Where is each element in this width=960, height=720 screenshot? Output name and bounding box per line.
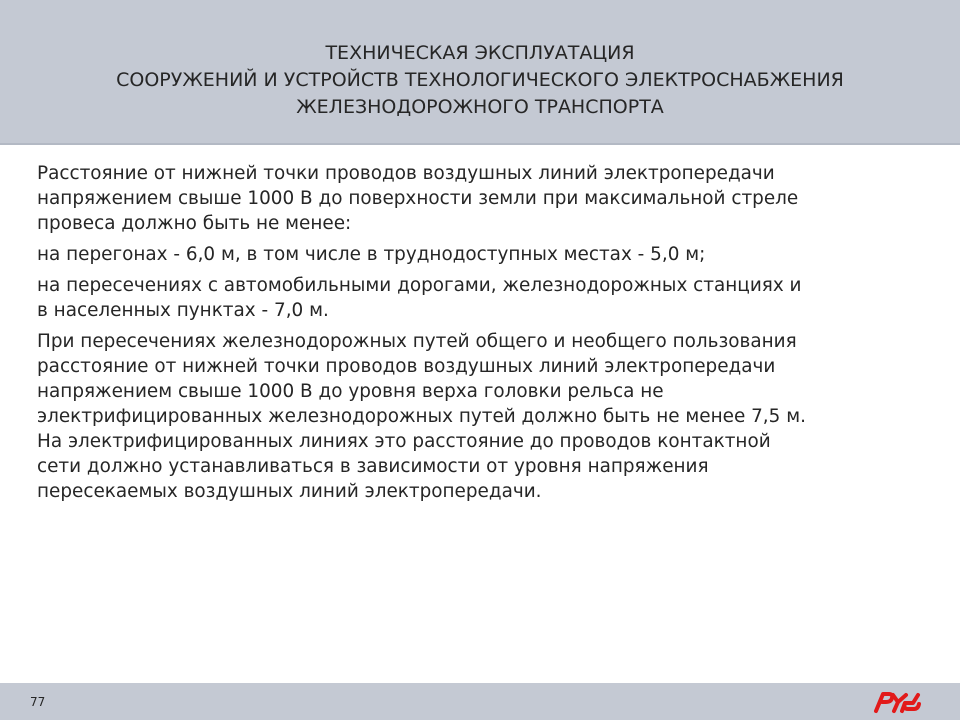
slide-header xyxy=(0,0,960,145)
text-line: расстояние от нижней точки проводов воздушных линий электропередачи xyxy=(37,356,776,377)
slide-footer xyxy=(0,683,960,720)
body-paragraph xyxy=(37,242,917,267)
body-paragraph xyxy=(37,161,917,236)
slide-title-line: ТЕХНИЧЕСКАЯ ЭКСПЛУАТАЦИЯ xyxy=(325,42,635,64)
slide-title-line: ЖЕЛЕЗНОДОРОЖНОГО ТРАНСПОРТА xyxy=(296,96,664,118)
text-line: в населенных пунктах - 7,0 м. xyxy=(37,300,329,321)
page-number: 77 xyxy=(30,695,46,709)
text-line: сети должно устанавливаться в зависимости от уровня напряжения xyxy=(37,456,709,477)
slide-body xyxy=(37,161,917,510)
text-line: напряжением свыше 1000 В до уровня верха головки рельса не xyxy=(37,381,664,402)
text-line: на перегонах - 6,0 м, в том числе в труднодоступных местах - 5,0 м; xyxy=(37,244,706,265)
text-line: на пересечениях с автомобильными дорогами, железнодорожных станциях и xyxy=(37,275,802,296)
text-line: электрифицированных железнодорожных путей должно быть не менее 7,5 м. xyxy=(37,406,806,427)
slide-title-line: СООРУЖЕНИЙ И УСТРОЙСТВ ТЕХНОЛОГИЧЕСКОГО ЭЛЕКТРОСНАБЖЕНИЯ xyxy=(116,69,844,91)
slide-title xyxy=(40,40,920,121)
text-line: напряжением свыше 1000 В до поверхности земли при максимальной стреле xyxy=(37,188,799,209)
body-paragraph xyxy=(37,329,917,504)
body-paragraph xyxy=(37,273,917,323)
text-line: На электрифицированных линиях это расстояние до проводов контактной xyxy=(37,431,771,452)
rzd-logo-icon xyxy=(872,689,926,715)
text-line: Расстояние от нижней точки проводов воздушных линий электропередачи xyxy=(37,163,775,184)
text-line: провеса должно быть не менее: xyxy=(37,213,352,234)
text-line: пересекаемых воздушных линий электропередачи. xyxy=(37,481,542,502)
text-line: При пересечениях железнодорожных путей общего и необщего пользования xyxy=(37,331,797,352)
